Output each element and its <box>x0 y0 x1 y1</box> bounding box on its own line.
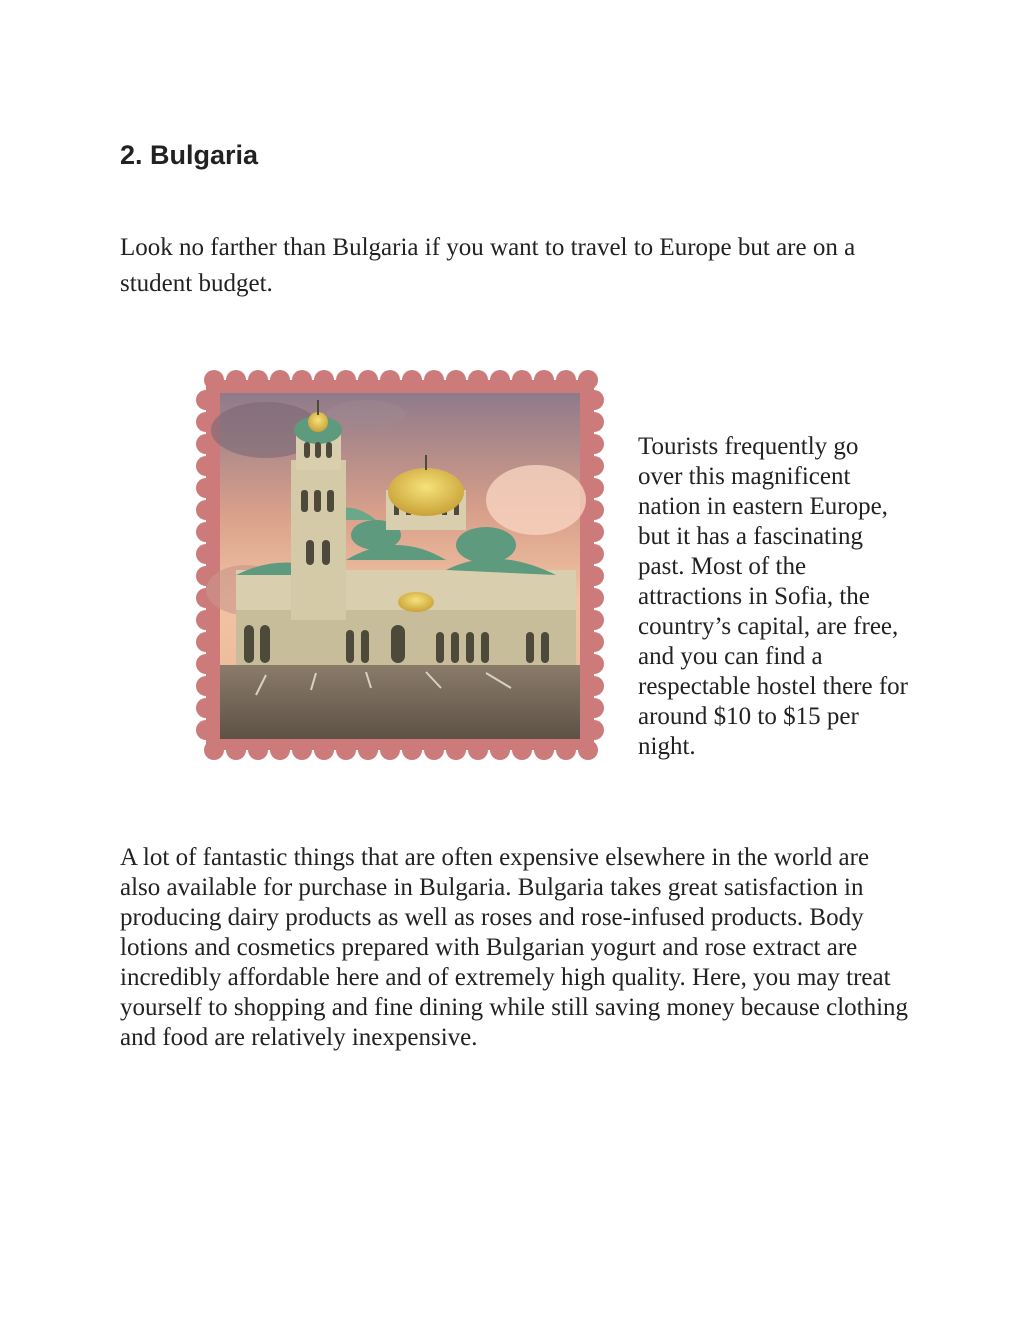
body-paragraph: A lot of fantastic things that are often expensive elsewhere in the world are also available for purchase in Bulgaria. Bulgaria takes great satisfaction in producing dairy products as well as roses and rose-infused products. Body lotions and cosmetics prepared with Bulgarian yogurt and rose extract are incredibly affordable here and of extremely high quality. Here, you may treat yourself to shopping and fine dining while still saving money because clothing and food are relatively inexpensive. <box>120 844 909 1051</box>
section-heading: 2. Bulgaria <box>120 140 259 170</box>
photo-content <box>206 393 586 739</box>
cathedral-photo-frame <box>196 370 604 760</box>
cathedral-photo <box>196 370 604 760</box>
intro-paragraph: Look no farther than Bulgaria if you want to travel to Europe but are on a student budget. <box>120 234 856 297</box>
side-paragraph: Tourists frequently go over this magnificent nation in eastern Europe, but it has a fascinating past. Most of the attractions in Sofia, the country’s capital, are free, and you can find a respectable hostel there for around $10 to $15 per night. <box>638 433 909 760</box>
